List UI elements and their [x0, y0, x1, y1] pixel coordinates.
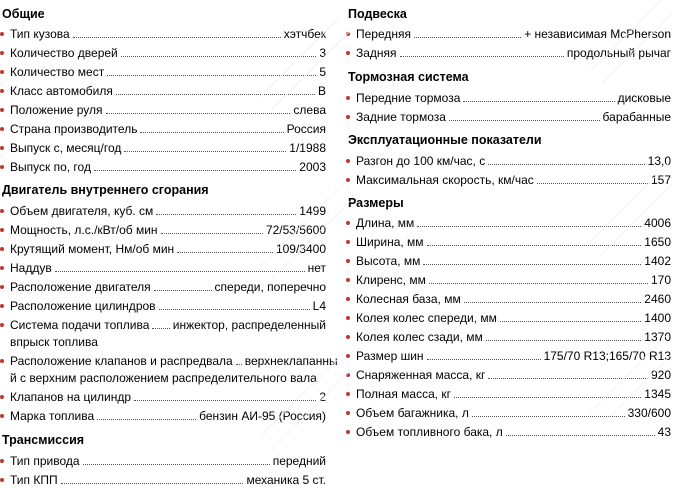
bullet-icon — [346, 411, 350, 415]
leader-dots — [121, 56, 317, 57]
bullet-icon — [0, 247, 4, 251]
spec-value: 5 — [319, 65, 326, 79]
bullet-icon — [0, 127, 4, 131]
spec-label: Мощность, л.с./кВт/об мин — [10, 223, 158, 237]
spec-label: Задняя — [356, 46, 397, 60]
bullet-icon — [346, 51, 350, 55]
bullet-icon — [0, 51, 4, 55]
section-title-general: Общие — [2, 7, 45, 21]
spec-label: Колея колес сзади, мм — [356, 330, 483, 344]
spec-value: B — [317, 84, 326, 98]
leader-dots — [152, 328, 169, 329]
bullet-icon — [0, 414, 4, 418]
spec-value: бензин АИ-95 (Россия) — [199, 409, 326, 423]
bullet-icon — [346, 278, 350, 282]
bullet-icon — [346, 316, 350, 320]
spec-label: Высота, мм — [356, 254, 421, 268]
bullet-icon — [0, 209, 4, 213]
bullet-icon — [346, 159, 350, 163]
leader-dots — [159, 309, 310, 310]
leader-dots — [414, 37, 521, 38]
section-title-dimensions: Размеры — [348, 196, 404, 210]
spec-value: верхнеклапанны — [244, 354, 338, 368]
spec-value: нет — [307, 261, 326, 275]
leader-dots — [500, 321, 641, 322]
spec-value: хэтчбек — [283, 27, 326, 41]
bullet-icon — [0, 459, 4, 463]
spec-value: 2003 — [299, 160, 326, 174]
bullet-icon — [346, 297, 350, 301]
bullet-icon — [0, 395, 4, 399]
spec-value: L4 — [312, 299, 326, 313]
spec-label: Колея колес спереди, мм — [356, 311, 497, 325]
spec-value: 2 — [319, 390, 326, 404]
leader-dots — [154, 290, 212, 291]
spec-row-valvetrain — [0, 354, 338, 386]
spec-label: Клапанов на цилиндр — [10, 390, 132, 404]
spec-label: Страна производитель — [10, 122, 138, 136]
spec-label: Размер шин — [356, 349, 424, 363]
spec-label: Объем топливного бака, л — [356, 425, 503, 439]
leader-dots — [236, 364, 242, 365]
bullet-icon — [346, 373, 350, 377]
bullet-icon — [346, 430, 350, 434]
spec-value: 1402 — [644, 254, 671, 268]
bullet-icon — [346, 96, 350, 100]
spec-label: Объем багажника, л — [356, 406, 469, 420]
spec-value: продольный рычаг — [566, 46, 671, 60]
leader-dots — [427, 359, 541, 360]
spec-label: Полная масса, кг — [356, 387, 452, 401]
leader-dots — [506, 435, 655, 436]
spec-label: Передние тормоза — [356, 91, 461, 105]
spec-value: 13,0 — [647, 154, 671, 168]
spec-value: 1370 — [644, 330, 671, 344]
spec-label: Разгон до 100 км/час, с — [356, 154, 486, 168]
leader-dots — [472, 416, 625, 417]
bullet-icon — [0, 359, 4, 363]
leader-dots — [61, 483, 244, 484]
section-title-transmission: Трансмиссия — [2, 433, 85, 447]
spec-label: Положение руля — [10, 103, 103, 117]
bullet-icon — [346, 240, 350, 244]
bullet-icon — [0, 323, 4, 327]
spec-value: 109/3400 — [275, 242, 326, 256]
bullet-icon — [0, 32, 4, 36]
spec-label: Количество дверей — [10, 46, 118, 60]
leader-dots — [107, 75, 316, 76]
spec-value: механика 5 ст. — [246, 473, 326, 487]
leader-dots — [134, 400, 316, 401]
leader-dots — [429, 283, 648, 284]
spec-value: 72/53/5600 — [265, 223, 326, 237]
spec-label: Колесная база, мм — [356, 292, 461, 306]
spec-label: Расположение клапанов и распредвала — [10, 354, 233, 368]
spec-value: 1650 — [644, 235, 671, 249]
bullet-icon — [346, 354, 350, 358]
spec-label: Крутящий момент, Нм/об мин — [10, 242, 175, 256]
spec-label: Марка топлива — [10, 409, 95, 423]
leader-dots — [97, 419, 196, 420]
spec-label: Клиренс, мм — [356, 273, 426, 287]
leader-dots — [423, 264, 641, 265]
spec-value: спереди, поперечно — [214, 280, 326, 294]
spec-value: 4006 — [644, 216, 671, 230]
section-title-performance: Эксплуатационные показатели — [348, 133, 542, 147]
spec-value: 170 — [650, 273, 671, 287]
bullet-icon — [0, 165, 4, 169]
spec-label: Тип привода — [10, 454, 80, 468]
spec-label: Задние тормоза — [356, 110, 446, 124]
spec-label: Расположение цилиндров — [10, 299, 156, 313]
leader-dots — [417, 226, 641, 227]
section-title-brakes: Тормозная система — [348, 70, 469, 84]
spec-value: инжектор, распределенный — [172, 318, 326, 332]
spec-value: передний — [272, 454, 326, 468]
leader-dots — [449, 120, 600, 121]
section-title-suspension: Подвеска — [348, 7, 407, 21]
spec-label: Объем двигателя, куб. см — [10, 204, 154, 218]
spec-value: слева — [293, 103, 326, 117]
leader-dots — [55, 271, 305, 272]
spec-label: Передняя — [356, 27, 412, 41]
spec-value: 1499 — [299, 204, 326, 218]
spec-value: 920 — [650, 368, 671, 382]
bullet-icon — [346, 32, 350, 36]
spec-label: Длина, мм — [356, 216, 415, 230]
spec-value: 3 — [319, 46, 326, 60]
spec-label: Количество мест — [10, 65, 105, 79]
spec-value: Россия — [286, 122, 326, 136]
bullet-icon — [0, 266, 4, 270]
leader-dots — [83, 464, 270, 465]
leader-dots — [140, 132, 283, 133]
spec-label: Выпуск с, месяц/год — [10, 141, 122, 155]
bullet-icon — [0, 108, 4, 112]
leader-dots — [124, 151, 286, 152]
leader-dots — [161, 233, 263, 234]
spec-value: 175/70 R13;165/70 R13 — [543, 349, 671, 363]
leader-dots — [116, 94, 315, 95]
leader-dots — [488, 378, 648, 379]
spec-value-continuation: впрыск топлива — [10, 335, 98, 349]
spec-label: Система подачи топлива — [10, 318, 150, 332]
bullet-icon — [0, 478, 4, 482]
spec-value: 43 — [657, 425, 671, 439]
bullet-icon — [346, 221, 350, 225]
spec-label: Расположение двигателя — [10, 280, 151, 294]
bullet-icon — [346, 392, 350, 396]
spec-label: Тип КПП — [10, 473, 58, 487]
spec-value: 2460 — [644, 292, 671, 306]
spec-row-fuel-system — [0, 318, 326, 350]
spec-value: дисковые — [617, 91, 671, 105]
leader-dots — [106, 113, 291, 114]
leader-dots — [427, 245, 642, 246]
leader-dots — [463, 101, 614, 102]
bullet-icon — [0, 285, 4, 289]
spec-value: 1345 — [644, 387, 671, 401]
leader-dots — [486, 340, 642, 341]
spec-label: Снаряженная масса, кг — [356, 368, 486, 382]
leader-dots — [94, 170, 296, 171]
leader-dots — [488, 164, 644, 165]
spec-value: 1/1988 — [289, 141, 326, 155]
leader-dots — [537, 183, 648, 184]
leader-dots — [73, 37, 281, 38]
bullet-icon — [346, 259, 350, 263]
leader-dots — [464, 302, 642, 303]
leader-dots — [400, 56, 564, 57]
spec-value: 1400 — [644, 311, 671, 325]
spec-value-continuation: й с верхним расположением распределительного вала — [10, 371, 317, 385]
spec-label: Выпуск по, год — [10, 160, 91, 174]
bullet-icon — [0, 70, 4, 74]
spec-label: Ширина, мм — [356, 235, 424, 249]
spec-label: Максимальная скорость, км/час — [356, 173, 534, 187]
bullet-icon — [0, 304, 4, 308]
spec-value: + независимая McPherson — [524, 27, 671, 41]
spec-label: Тип кузова — [10, 27, 70, 41]
spec-value: 157 — [650, 173, 671, 187]
bullet-icon — [346, 335, 350, 339]
leader-dots — [156, 214, 296, 215]
bullet-icon — [346, 115, 350, 119]
watermark-stamp — [590, 0, 673, 84]
spec-label: Класс автомобиля — [10, 84, 113, 98]
leader-dots — [454, 397, 641, 398]
spec-value: 330/600 — [627, 406, 671, 420]
bullet-icon — [346, 178, 350, 182]
spec-value: барабанные — [602, 110, 671, 124]
bullet-icon — [0, 146, 4, 150]
bullet-icon — [0, 228, 4, 232]
leader-dots — [177, 252, 273, 253]
section-title-engine: Двигатель внутреннего сгорания — [2, 183, 209, 197]
bullet-icon — [0, 89, 4, 93]
spec-label: Наддув — [10, 261, 52, 275]
